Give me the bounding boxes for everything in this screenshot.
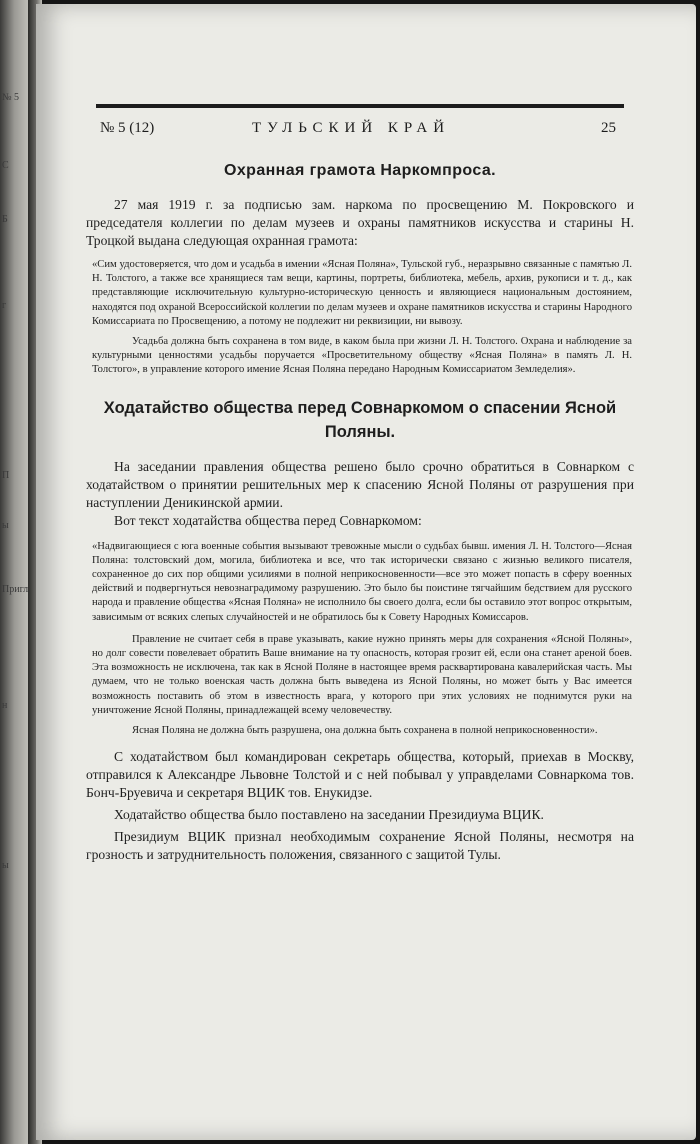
body-paragraph: На заседании правления общества решено было срочно обратиться в Совнарком с ходатайством о принятии решительных мер к спасению Ясной Поляны от разрушения при наступлении Деникинской армии.: [86, 458, 634, 510]
section-title: Охранная грамота Наркомпроса.: [224, 162, 496, 179]
running-header: [100, 120, 616, 140]
adjacent-page-text: ы: [2, 520, 9, 531]
adjacent-page-text: С: [2, 160, 9, 171]
adjacent-page-text: ы: [2, 860, 9, 871]
adjacent-page-text: П: [2, 470, 10, 481]
adjacent-page-text: г: [2, 300, 7, 311]
petition-quote: Ясная Поляна не должна быть разрушена, она должна быть сохранена в полной неприкосновенности».: [132, 725, 598, 737]
body-paragraph: Президиум ВЦИК признал необходимым сохранение Ясной Поляны, несмотря на грозность и затруднительность положения, связанного с защитой Тулы.: [86, 829, 634, 863]
adjacent-page-text: н: [2, 700, 8, 711]
header-rule: [96, 104, 624, 108]
issue-number: № 5 (12): [100, 120, 155, 136]
body-paragraph: Ходатайство общества было поставлено на заседании Президиума ВЦИК.: [114, 807, 544, 823]
adjacent-page-text: № 5: [2, 92, 20, 103]
petition-quote: Правление не считает себя в праве указывать, какие нужно принять меры для сохранения «Ясной Поляны», но долг совести повелевает обратить Ваше внимание на ту опасность, которая грозит ей, если она станет ареной боев. Эта возможность не исключена, так как в Ясной Поляне в настоящее время расквартирована кавалерийская часть. Мы думаем, что не только военская часть должна быть выведена из Ясной Поляны, но может быть у Вас имеется возможность поставить об этом в известность врага, у которого при этих условиях не поднимутся руки на уничтожение Ясной Поляны, принадлежащей всему человечеству.: [92, 633, 632, 716]
body-paragraph: Вот текст ходатайства общества перед Совнаркомом:: [114, 512, 422, 528]
page-body: [86, 162, 634, 864]
body-paragraph: С ходатайством был командирован секретарь общества, который, приехав в Москву, отправился к Александре Львовне Толстой и с ней побывал у управделами Совнаркома тов. Бонч-Бруевича и секретаря ВЦИК тов. Енукидзе.: [86, 749, 634, 801]
adjacent-page-text: Пригл: [2, 584, 29, 595]
petition-quote: «Надвигающиеся с юга военные события вызывают тревожные мысли о судьбах бывш. имения Л. Н. Толстого—Ясная Поляна: толстовский дом, могила, библиотека и все, что так исторически связано с жизнью великого писателя, сохраненное до сих пор общими усилиями в полной неприкосновенности—все это может попасть в сферу военных действий и подвергнуться невознаградимому разрушению. Это было бы поистине тягчайшим бедствием для русского народа и правление общества «Ясная Поляна» не исполнило бы своего долга, если бы оставило этот вопрос открытым, зависимым от всяких слепых случайностей и не обратилось бы к Совету Народных Комиссаров.: [92, 540, 632, 623]
section-title: Ходатайство общества перед Совнаркомом о спасении Ясной Поляны.: [103, 398, 617, 441]
charter-quote: «Сим удостоверяется, что дом и усадьба в имении «Ясная Поляна», Тульской губ., неразрывно связанные с памятью Л. Н. Толстого, а также все хранящиеся там вещи, картины, портреты, библиотека, мебель, архив, рукописи и т. д., как представляющие исключительную культурно-историческую ценность и являющиеся национальным достоянием, находятся под охраной Всероссийской коллегии по делам музеев и охране памятников искусства и старины Народного Комиссариата по Просвещению, а потому не подлежит ни реквизиции, ни вывозу.: [92, 259, 632, 327]
journal-title: ТУЛЬСКИЙ КРАЙ: [252, 120, 451, 136]
book-page: [36, 4, 696, 1140]
charter-quote: Усадьба должна быть сохранена в том виде, в каком была при жизни Л. Н. Толстого. Охрана и наблюдение за культурными ценностями усадьбы поручается «Просветительному обществу «Ясная Поляна» в память Л. Н. Толстого», в управление которого имение Ясная Поляна передано Народным Комиссариатом Земледелия».: [92, 336, 632, 376]
adjacent-page-text: Б: [2, 214, 8, 225]
intro-paragraph: 27 мая 1919 г. за подписью зам. наркома по просвещению М. Покровского и председателя коллегии по делам музеев и охраны памятников искусства и старины Н. Троцкой выдана следующая охранная грамота:: [86, 197, 634, 248]
page-number: 25: [601, 120, 616, 136]
